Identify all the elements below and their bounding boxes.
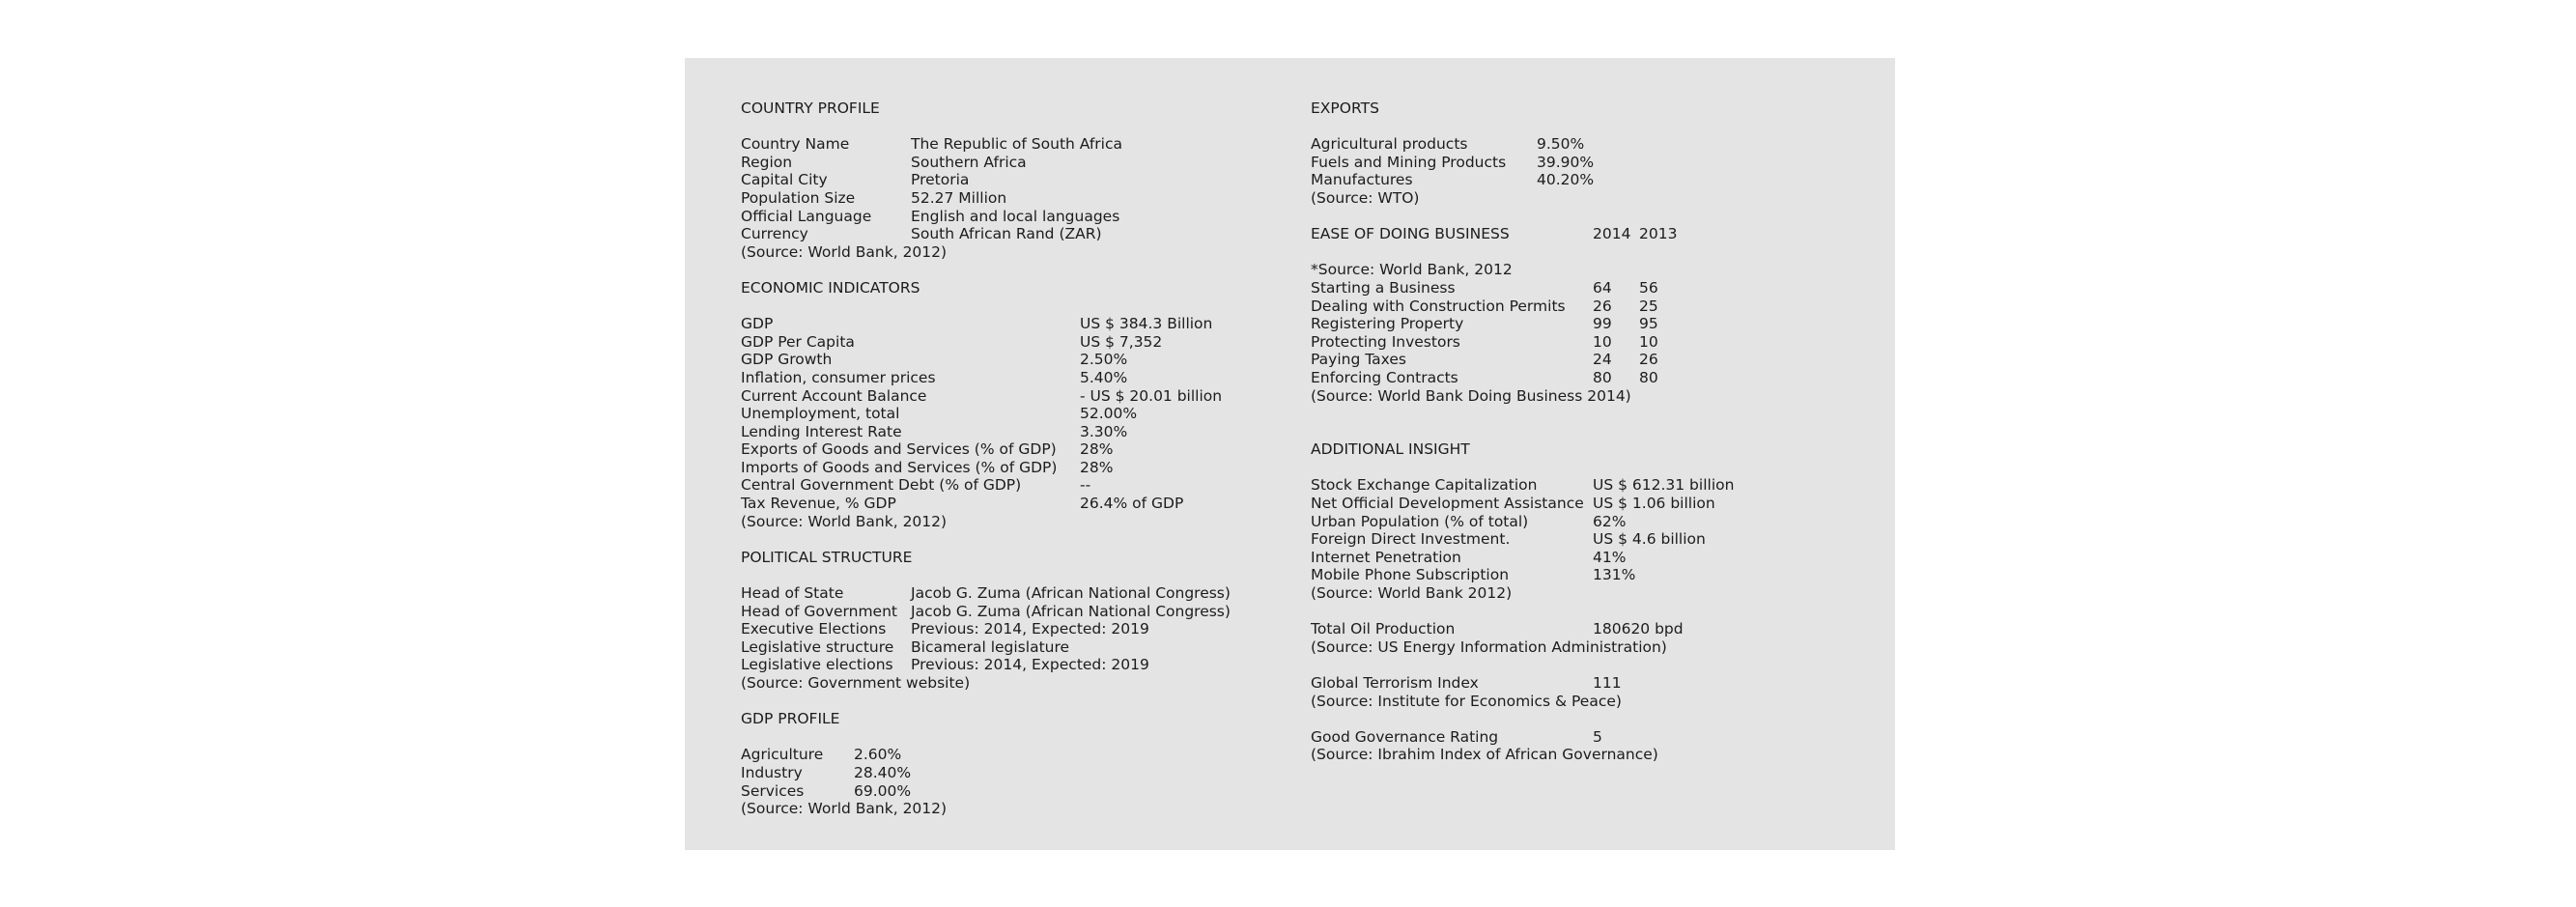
indicator-row	[741, 315, 1282, 333]
row-label: Net Official Development Assistance	[1311, 495, 1584, 513]
row-label: Population Size	[741, 188, 856, 207]
row-label: Legislative structure	[741, 638, 894, 656]
political-row	[741, 620, 1282, 638]
row-value-2013: 26	[1639, 351, 1658, 369]
row-label: Legislative elections	[741, 656, 893, 674]
indicator-row	[741, 387, 1282, 406]
row-label: Global Terrorism Index	[1311, 674, 1479, 692]
row-label: Foreign Direct Investment.	[1311, 530, 1511, 549]
insight-row	[1311, 566, 1852, 584]
indicator-row	[741, 476, 1282, 495]
row-label: Agriculture	[741, 746, 824, 764]
row-value-2014: 80	[1593, 368, 1612, 386]
profile-row	[741, 135, 1282, 154]
indicator-row	[741, 333, 1282, 352]
profile-row	[741, 154, 1282, 172]
ease-of-doing-business-section	[1311, 225, 1852, 405]
section-title: EASE OF DOING BUSINESS	[1311, 225, 1510, 243]
row-value: 52.27 Million	[911, 188, 1007, 207]
terrorism-index-row	[1311, 674, 1852, 693]
row-value: 180620 bpd	[1593, 620, 1684, 638]
source-note: (Source: Government website)	[741, 674, 971, 692]
row-label: Starting a Business	[1311, 278, 1456, 297]
row-value-2014: 99	[1593, 315, 1612, 333]
oil-production-row	[1311, 620, 1852, 638]
row-label: Central Government Debt (% of GDP)	[741, 476, 1022, 495]
source-note: (Source: World Bank 2012)	[1311, 584, 1513, 603]
row-value: US $ 612.31 billion	[1593, 476, 1735, 495]
row-value: 3.30%	[1080, 422, 1128, 440]
row-value: Previous: 2014, Expected: 2019	[911, 656, 1149, 674]
row-value: Previous: 2014, Expected: 2019	[911, 620, 1149, 638]
indicator-row	[741, 351, 1282, 369]
row-label: Mobile Phone Subscription	[1311, 566, 1510, 584]
row-label: Currency	[741, 225, 808, 243]
country-profile-panel	[685, 58, 1895, 850]
insight-row	[1311, 476, 1852, 495]
row-label: Fuels and Mining Products	[1311, 153, 1507, 171]
section-title: GDP PROFILE	[741, 710, 840, 728]
source-note: (Source: WTO)	[1311, 188, 1420, 207]
row-label: Region	[741, 153, 793, 171]
profile-row	[741, 189, 1282, 208]
ease-row	[1311, 351, 1852, 369]
row-value: South African Rand (ZAR)	[911, 225, 1102, 243]
country-profile-section	[741, 99, 1282, 261]
source-note: (Source: World Bank Doing Business 2014)	[1311, 386, 1631, 405]
row-value: 5.40%	[1080, 368, 1128, 386]
gdp-row	[741, 782, 1282, 801]
row-label: Enforcing Contracts	[1311, 368, 1458, 386]
row-value: 62%	[1593, 512, 1627, 530]
row-value: Bicameral legislature	[911, 638, 1070, 656]
row-label: Country Name	[741, 135, 850, 154]
profile-row	[741, 225, 1282, 243]
source-note: (Source: Ibrahim Index of African Governance)	[1311, 746, 1658, 764]
left-column	[741, 99, 1282, 818]
insight-row	[1311, 513, 1852, 531]
row-value-2013: 25	[1639, 297, 1658, 315]
row-label: GDP Growth	[741, 351, 833, 369]
row-label: Protecting Investors	[1311, 332, 1460, 351]
row-label: Head of Government	[741, 602, 897, 620]
row-value-2013: 56	[1639, 278, 1658, 297]
additional-insight-section	[1311, 440, 1852, 764]
gdp-row	[741, 764, 1282, 782]
source-note: (Source: US Energy Information Administration)	[1311, 638, 1667, 656]
section-title: EXPORTS	[1311, 99, 1379, 117]
row-value: Southern Africa	[911, 153, 1027, 171]
row-value: US $ 384.3 Billion	[1080, 315, 1213, 333]
row-value: --	[1080, 476, 1091, 495]
insight-row	[1311, 549, 1852, 567]
row-label: Internet Penetration	[1311, 548, 1461, 566]
row-label: Inflation, consumer prices	[741, 368, 936, 386]
political-structure-section	[741, 549, 1282, 693]
row-value: 2.60%	[854, 746, 902, 764]
ease-row	[1311, 315, 1852, 333]
row-label: Total Oil Production	[1311, 620, 1456, 638]
row-value: 69.00%	[854, 781, 912, 800]
profile-row	[741, 171, 1282, 189]
indicator-row	[741, 459, 1282, 477]
row-value: Jacob G. Zuma (African National Congress)	[911, 602, 1231, 620]
row-value-2013: 80	[1639, 368, 1658, 386]
row-label: Imports of Goods and Services (% of GDP)	[741, 458, 1058, 476]
source-note: (Source: World Bank, 2012)	[741, 512, 948, 530]
source-note: *Source: World Bank, 2012	[1311, 261, 1513, 279]
row-value: 111	[1593, 674, 1622, 692]
row-value: 5	[1593, 727, 1602, 746]
export-row	[1311, 135, 1852, 154]
row-label: Industry	[741, 763, 803, 781]
row-label: Urban Population (% of total)	[1311, 512, 1529, 530]
row-label: Stock Exchange Capitalization	[1311, 476, 1538, 495]
row-value: 41%	[1593, 548, 1627, 566]
row-value: 40.20%	[1537, 171, 1595, 189]
year-2013-header: 2013	[1639, 225, 1678, 243]
political-row	[741, 656, 1282, 674]
economic-indicators-section	[741, 279, 1282, 530]
indicator-row	[741, 369, 1282, 387]
political-row	[741, 603, 1282, 621]
ease-row	[1311, 279, 1852, 298]
exports-section	[1311, 99, 1852, 208]
row-value: US $ 4.6 billion	[1593, 530, 1706, 549]
row-value: The Republic of South Africa	[911, 135, 1122, 154]
source-note: (Source: Institute for Economics & Peace)	[1311, 692, 1622, 710]
right-column	[1311, 99, 1852, 764]
row-value-2014: 64	[1593, 278, 1612, 297]
row-value: 131%	[1593, 566, 1636, 584]
insight-row	[1311, 495, 1852, 513]
ease-header-row	[1311, 225, 1852, 243]
row-value: 9.50%	[1537, 135, 1585, 154]
row-value-2014: 26	[1593, 297, 1612, 315]
row-value: 26.4% of GDP	[1080, 495, 1184, 513]
source-note: (Source: World Bank, 2012)	[741, 242, 948, 261]
row-label: Executive Elections	[741, 620, 887, 638]
ease-row	[1311, 298, 1852, 316]
indicator-row	[741, 423, 1282, 441]
ease-row	[1311, 369, 1852, 387]
row-label: Lending Interest Rate	[741, 422, 902, 440]
political-row	[741, 638, 1282, 657]
row-label: GDP	[741, 315, 774, 333]
row-value: 39.90%	[1537, 153, 1595, 171]
row-value: Jacob G. Zuma (African National Congress)	[911, 584, 1231, 603]
governance-rating-row	[1311, 728, 1852, 747]
row-value-2014: 10	[1593, 332, 1612, 351]
row-value-2013: 95	[1639, 315, 1658, 333]
row-label: Unemployment, total	[741, 405, 900, 423]
row-label: Head of State	[741, 584, 844, 603]
gdp-profile-section	[741, 710, 1282, 818]
row-label: Agricultural products	[1311, 135, 1468, 154]
row-value: Pretoria	[911, 171, 970, 189]
row-label: Services	[741, 781, 805, 800]
row-value: US $ 7,352	[1080, 332, 1163, 351]
row-label: Exports of Goods and Services (% of GDP)	[741, 440, 1057, 459]
row-label: Official Language	[741, 207, 872, 225]
section-title: ECONOMIC INDICATORS	[741, 278, 920, 297]
indicator-row	[741, 440, 1282, 459]
profile-row	[741, 208, 1282, 226]
row-value: 28.40%	[854, 763, 912, 781]
row-value: 52.00%	[1080, 405, 1138, 423]
row-value-2013: 10	[1639, 332, 1658, 351]
insight-row	[1311, 530, 1852, 549]
row-label: Good Governance Rating	[1311, 727, 1499, 746]
row-label: Dealing with Construction Permits	[1311, 297, 1566, 315]
section-title: COUNTRY PROFILE	[741, 99, 880, 117]
row-label: Current Account Balance	[741, 386, 927, 405]
row-label: Paying Taxes	[1311, 351, 1406, 369]
section-title: ADDITIONAL INSIGHT	[1311, 440, 1470, 459]
row-value: - US $ 20.01 billion	[1080, 386, 1223, 405]
row-value: US $ 1.06 billion	[1593, 495, 1715, 513]
row-label: Tax Revenue, % GDP	[741, 495, 896, 513]
row-label: Capital City	[741, 171, 828, 189]
ease-row	[1311, 333, 1852, 352]
section-title: POLITICAL STRUCTURE	[741, 548, 913, 566]
indicator-row	[741, 405, 1282, 423]
political-row	[741, 584, 1282, 603]
row-value: English and local languages	[911, 207, 1120, 225]
row-label: Manufactures	[1311, 171, 1413, 189]
row-label: GDP Per Capita	[741, 332, 855, 351]
row-label: Registering Property	[1311, 315, 1464, 333]
row-value-2014: 24	[1593, 351, 1612, 369]
row-value: 28%	[1080, 458, 1114, 476]
year-2014-header: 2014	[1593, 225, 1631, 243]
export-row	[1311, 154, 1852, 172]
export-row	[1311, 171, 1852, 189]
row-value: 28%	[1080, 440, 1114, 459]
source-note: (Source: World Bank, 2012)	[741, 800, 948, 818]
row-value: 2.50%	[1080, 351, 1128, 369]
indicator-row	[741, 495, 1282, 513]
gdp-row	[741, 746, 1282, 764]
